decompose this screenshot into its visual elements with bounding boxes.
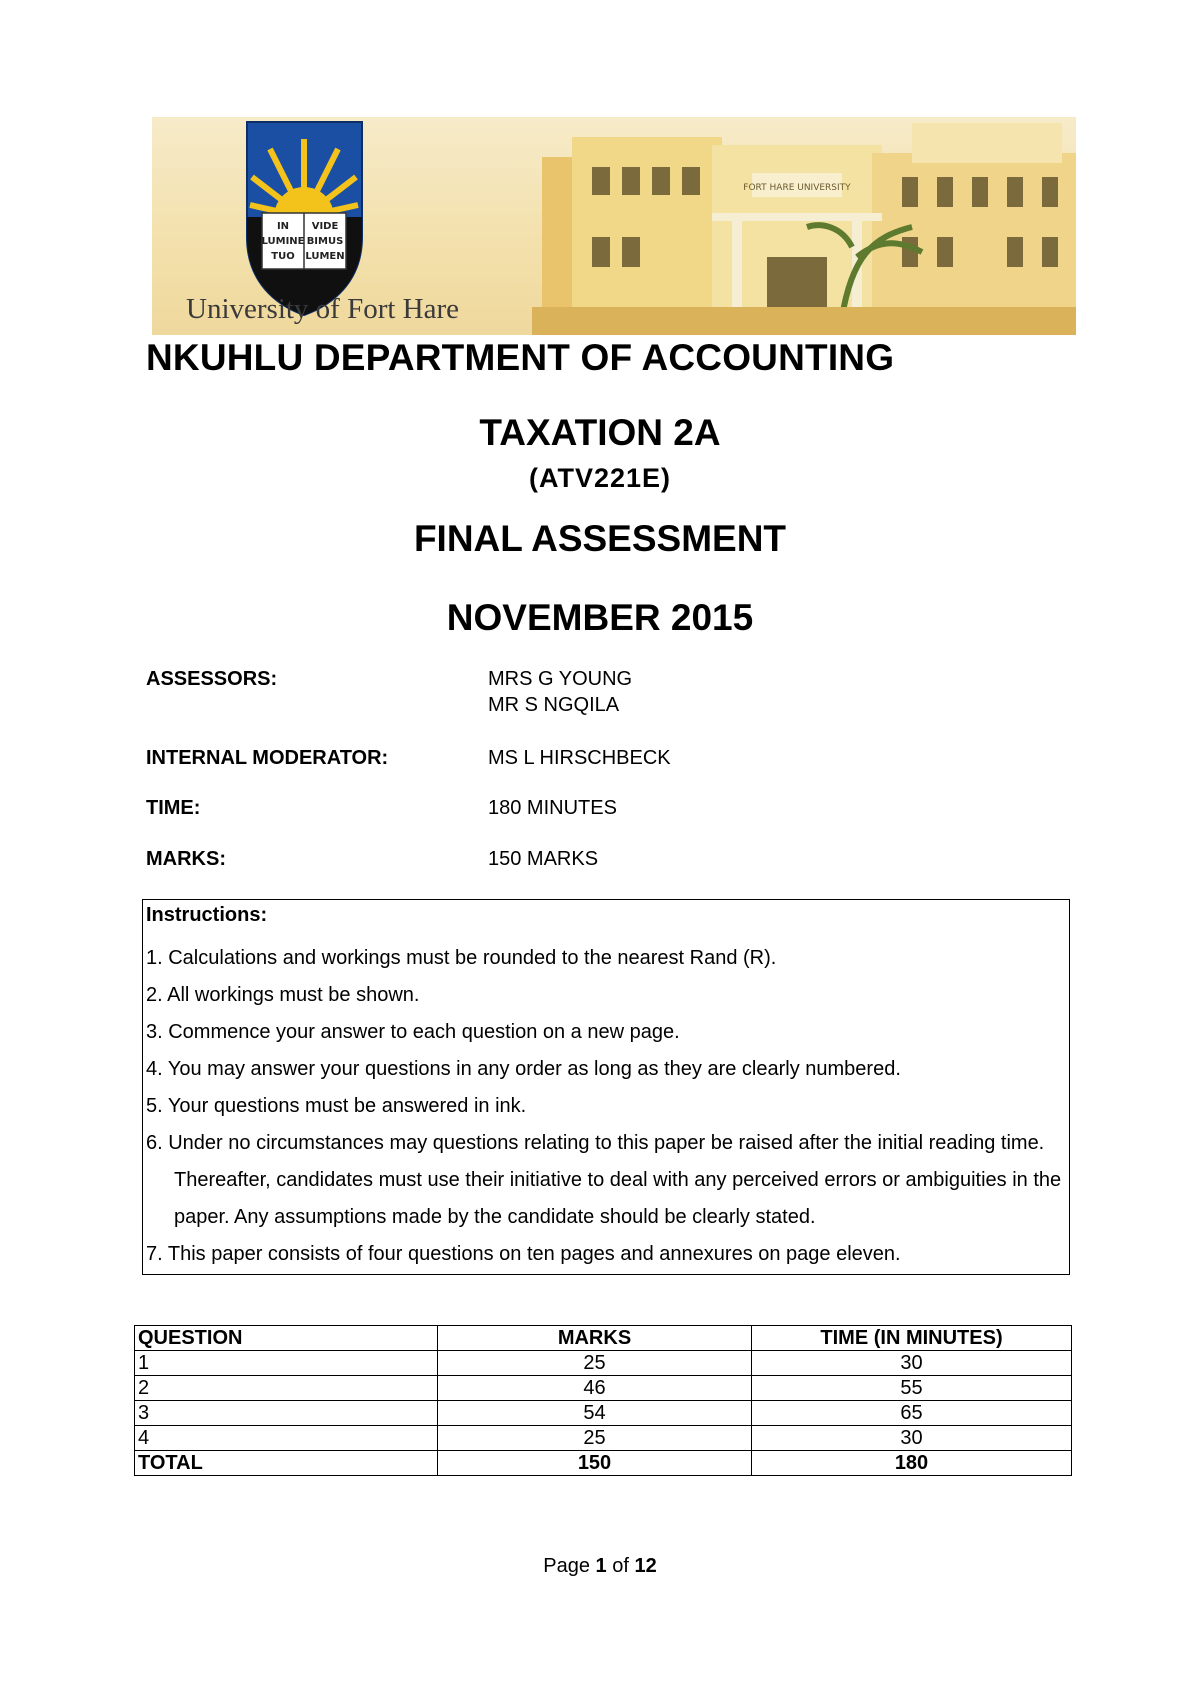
time-cell: 30 bbox=[752, 1351, 1072, 1376]
page-current: 1 bbox=[595, 1555, 607, 1577]
total-label-cell: TOTAL bbox=[135, 1451, 438, 1476]
time-value: 180 MINUTES bbox=[488, 797, 617, 819]
marks-cell: 25 bbox=[438, 1351, 752, 1376]
table-row bbox=[135, 1351, 1072, 1376]
question-cell: 2 bbox=[135, 1376, 438, 1401]
building-illustration bbox=[532, 123, 1076, 335]
instructions-box bbox=[142, 899, 1070, 1275]
marks-cell: 46 bbox=[438, 1376, 752, 1401]
crest-motto-word: LUMINE bbox=[261, 236, 305, 247]
marks-value: 150 MARKS bbox=[488, 848, 599, 870]
instruction-item: 3. Commence your answer to each question on a new page. bbox=[146, 1021, 680, 1043]
crest-motto-word: IN bbox=[276, 221, 290, 232]
moderator-label: INTERNAL MODERATOR: bbox=[146, 747, 389, 769]
time-cell: 65 bbox=[752, 1401, 1072, 1426]
table-row bbox=[135, 1426, 1072, 1451]
moderator-name: MS L HIRSCHBECK bbox=[488, 747, 671, 769]
total-time-cell: 180 bbox=[752, 1451, 1072, 1476]
crest-motto-word: TUO bbox=[271, 251, 295, 262]
university-name: University of Fort Hare bbox=[186, 293, 460, 325]
total-marks-cell: 150 bbox=[438, 1451, 752, 1476]
assessment-date: NOVEMBER 2015 bbox=[446, 597, 754, 638]
building-sign: FORT HARE UNIVERSITY bbox=[743, 183, 851, 193]
page-of: of bbox=[612, 1555, 629, 1577]
crest-motto-word: BIMUS bbox=[306, 236, 344, 247]
time-cell: 30 bbox=[752, 1426, 1072, 1451]
assessment-title: FINAL ASSESSMENT bbox=[413, 518, 787, 559]
instructions-title: Instructions: bbox=[146, 904, 268, 926]
instruction-item: 4. You may answer your questions in any order as long as they are clearly numbered. bbox=[146, 1058, 901, 1080]
page-total: 12 bbox=[634, 1555, 657, 1577]
time-cell: 55 bbox=[752, 1376, 1072, 1401]
course-code: (ATV221E) bbox=[528, 463, 672, 493]
university-crest-icon bbox=[247, 122, 362, 315]
page-number bbox=[0, 1555, 1200, 1578]
column-header-time: TIME (IN MINUTES) bbox=[752, 1326, 1072, 1351]
instruction-item: 1. Calculations and workings must be rounded to the nearest Rand (R). bbox=[146, 947, 777, 969]
header-banner bbox=[152, 117, 1076, 335]
instruction-item: 7. This paper consists of four questions on ten pages and annexures on page eleven. bbox=[146, 1243, 901, 1265]
instruction-item: 5. Your questions must be answered in ink. bbox=[146, 1095, 527, 1117]
crest-motto-word: LUMEN bbox=[305, 251, 345, 262]
question-cell: 1 bbox=[135, 1351, 438, 1376]
table-row bbox=[135, 1376, 1072, 1401]
table-total-row bbox=[135, 1451, 1072, 1476]
instruction-item: 2. All workings must be shown. bbox=[146, 984, 420, 1006]
assessors-label: ASSESSORS: bbox=[146, 668, 278, 690]
table-row bbox=[135, 1401, 1072, 1426]
marks-cell: 54 bbox=[438, 1401, 752, 1426]
assessor-name: MRS G YOUNG bbox=[488, 668, 633, 690]
assessor-name: MR S NGQILA bbox=[488, 694, 620, 716]
column-header-marks: MARKS bbox=[438, 1326, 752, 1351]
question-cell: 3 bbox=[135, 1401, 438, 1426]
instruction-item: 6. Under no circumstances may questions relating to this paper be raised after the initial reading time. Thereafter, candidates must use their initiative to deal with any perceived errors or ambiguities in the paper. Any assumptions made by the candidate should be clearly stated. bbox=[146, 1132, 1062, 1228]
page-prefix: Page bbox=[543, 1555, 590, 1577]
marks-cell: 25 bbox=[438, 1426, 752, 1451]
department-title: NKUHLU DEPARTMENT OF ACCOUNTING bbox=[146, 337, 895, 378]
crest-motto-word: VIDE bbox=[311, 221, 339, 232]
table-header-row bbox=[135, 1326, 1072, 1351]
marks-summary-table bbox=[134, 1325, 1072, 1476]
marks-label: MARKS: bbox=[146, 848, 226, 870]
question-cell: 4 bbox=[135, 1426, 438, 1451]
column-header-question: QUESTION bbox=[135, 1326, 438, 1351]
time-label: TIME: bbox=[146, 797, 201, 819]
course-title: TAXATION 2A bbox=[479, 412, 721, 453]
